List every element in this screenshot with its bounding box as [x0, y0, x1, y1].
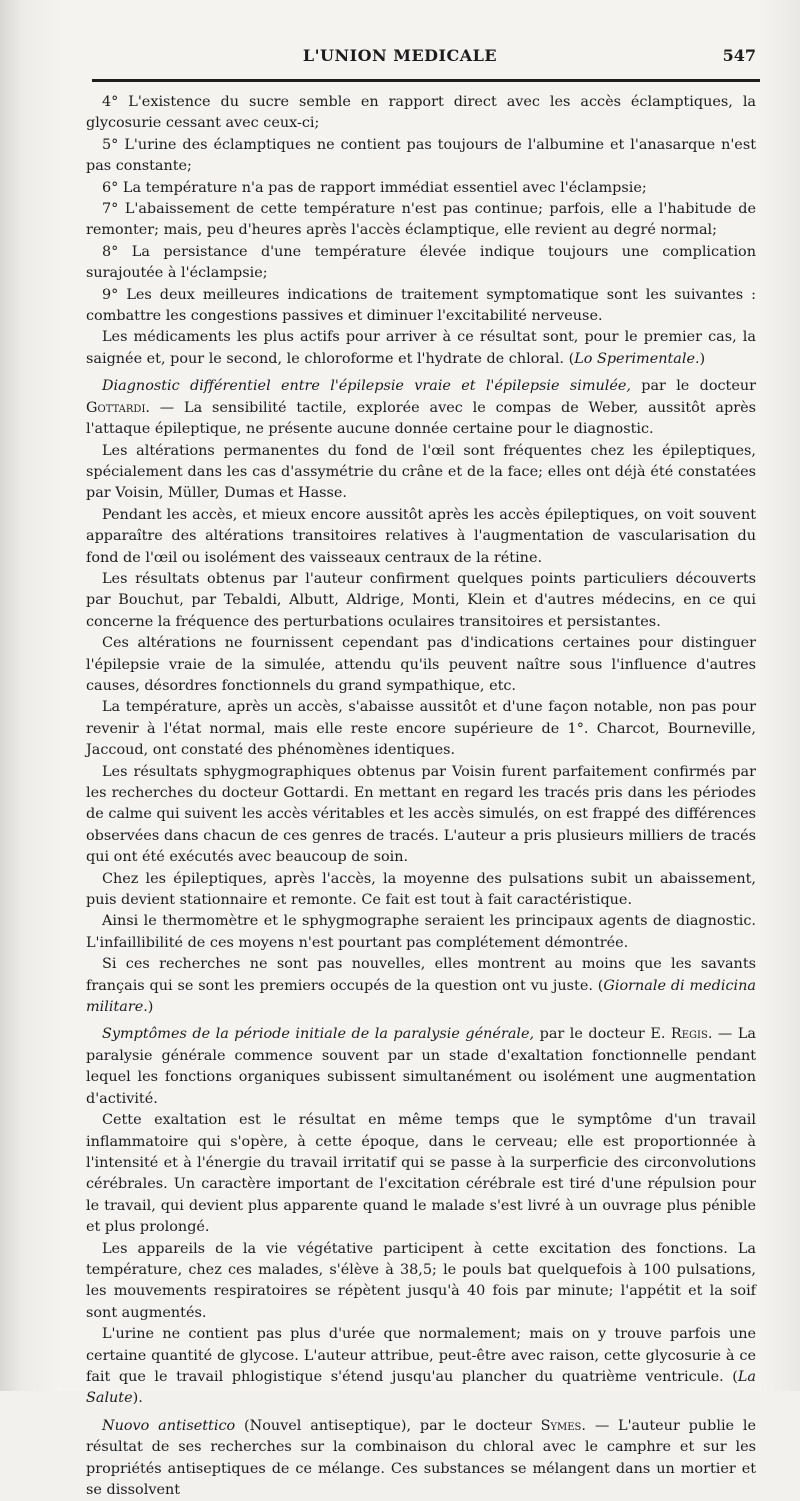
list-item-4: 4° L'existence du sucre semble en rapport direct avec les accès éclamptiques, la glycosurie cessant avec ceux-ci; — [86, 94, 756, 132]
section-title: Symptômes de la période initiale de la paralysie générale, — [102, 1026, 535, 1043]
source-citation: La Salute — [86, 1368, 756, 1407]
running-title: L'UNION MEDICALE — [302, 46, 498, 65]
list-item-8: 8° La persistance d'une température élevée indique toujours une complication surajoutée à l'éclampsie; — [86, 243, 756, 282]
section-epilepsy-intro: Diagnostic différentiel entre l'épilepsie vraie et l'épilepsie simulée, par le docteur Gottardi. — La sensibilité tactile, explorée avec le compas de Weber, aussitôt après l'attaque épileptique, ne présente aucune donnée certaine pour le diagnostic. — [86, 378, 756, 438]
paragraph: Pendant les accès, et mieux encore aussitôt après les accès épileptiques, on voit souvent apparaître des altérations transitoires relatives à l'augmentation de vascularisation du fond de l'œil ou isolément des vaisseaux centraux de la rétine. — [86, 506, 756, 566]
list-item-7: 7° L'abaissement de cette température n'est pas continue; parfois, elle a l'habitude de remonter; mais, peu d'heures après l'accès éclamptique, elle revient au degré normal; — [86, 201, 756, 239]
section-title: Diagnostic différentiel entre l'épilepsie vraie et l'épilepsie simulée, — [102, 378, 631, 395]
list-item-6: 6° La température n'a pas de rapport immédiat essentiel avec l'éclampsie; — [102, 179, 647, 196]
author-name: Regis. — [670, 1026, 713, 1043]
paragraph: Cette exaltation est le résultat en même temps que le symptôme d'un travail inflammatoire qui s'opère, à cette époque, dans le cerveau; elle est proportionnée à l'intensité et à l'énergie du travail irritatif qui se passe à la surperficie des circonvolutions cérébrales. Un caractère important de l'excitation cérébrale est tiré d'une répulsion pour le travail, qui devient plus apparente quand le malade s'est livré à un ouvrage plus pénible et plus prolongé. — [86, 1112, 756, 1236]
paragraph: Les résultats sphygmographiques obtenus par Voisin furent parfaitement confirmés par les recherches du docteur Gottardi. En mettant en regard les tracés pris dans les périodes de calme qui suivent les accès véritables et les accès simulés, on est frappé des différences observées dans chacun de ces genres de tracés. L'auteur a pris plusieurs milliers de tracés qui ont été exécutés avec beaucoup de soin. — [86, 763, 756, 866]
source-citation: Giornale di medicina militare. — [86, 977, 756, 1016]
paragraph: Ainsi le thermomètre et le sphygmographe seraient les principaux agents de diagnostic. L'infaillibilité de ces moyens n'est pourtant pas complétement démontrée. — [86, 913, 756, 951]
paragraph: L'urine ne contient pas plus d'urée que normalement; mais on y trouve parfois une certaine quantité de glycose. L'auteur attribue, peut-être avec raison, cette glycosurie à ce fait que le travail phlogistique s'étend jusqu'au plancher du quatrième ventricule. (La Salute). — [86, 1326, 756, 1407]
author-name: Gottardi. — [86, 399, 150, 416]
source-citation: Lo Sperimentale. — [574, 350, 700, 367]
paragraph: Les appareils de la vie végétative participent à cette excitation des fonctions. La température, chez ces malades, s'élève à 38,5; le pouls bat quelquefois à 100 pulsations, les mouvements respiratoires se répètent jusqu'à 40 fois par minute; l'appétit et la soif sont augmentés. — [86, 1240, 756, 1321]
paragraph: Chez les épileptiques, après l'accès, la moyenne des pulsations subit un abaissement, puis devient stationnaire et remonte. Ce fait est tout à fait caractéristique. — [86, 870, 756, 909]
section-paralysis-intro: Symptômes de la période initiale de la paralysie générale, par le docteur E. Regis. — La paralysie générale commence souvent par un stade d'exaltation fonctionnelle pendant lequel les fonctions organiques subissent simultanément ou isolément une augmentation d'activité. — [86, 1026, 756, 1107]
page-number: 547 — [722, 46, 756, 65]
page-header — [0, 46, 800, 76]
section-antiseptic-intro: Nuovo antisettico (Nouvel antiseptique), par le docteur Symes. — L'auteur publie le résultat de ses recherches sur la combinaison du chloral avec le camphre et sur les propriétés antiseptiques de ce mélange. Ces substances se mélangent dans un mortier et se dissolvent — [86, 1417, 757, 1498]
paragraph: Les résultats obtenus par l'auteur confirment quelques points particuliers découverts par Bouchut, par Tebaldi, Albutt, Aldrige, Monti, Klein et d'autres médecins, en ce qui concerne la fréquence des perturbations oculaires transitoires et persistantes. — [86, 570, 756, 630]
paragraph: Les altérations permanentes du fond de l'œil sont fréquentes chez les épileptiques, spécialement dans les cas d'assymétrie du crâne et de la face; elles ont déjà été constatées par Voisin, Müller, Dumas et Hasse. — [86, 442, 756, 502]
paragraph: Si ces recherches ne sont pas nouvelles, elles montrent au moins que les savants français qui se sont les premiers occupés de la question ont vu juste. (Giornale di medicina militare.) — [86, 956, 756, 1016]
list-item-9: 9° Les deux meilleures indications de traitement symptomatique sont les suivantes : combattre les congestions passives et diminuer l'excitabilité nerveuse. — [86, 286, 756, 325]
article-body — [86, 92, 756, 1501]
author-name: Symes. — [540, 1417, 586, 1434]
paragraph: Ces altérations ne fournissent cependant pas d'indications certaines pour distinguer l'épilepsie vraie de la simulée, attendu qu'ils peuvent naître sous l'influence d'autres causes, désordres fonctionnels du grand sympathique, etc. — [86, 635, 756, 694]
paragraph: La température, après un accès, s'abaisse aussitôt et d'une façon notable, non pas pour revenir à l'état normal, mais elle reste encore supérieure de 1°. Charcot, Bourneville, Jaccoud, ont constaté des phénomènes identiques. — [86, 699, 756, 759]
list-item-5: 5° L'urine des éclamptiques ne contient pas toujours de l'albumine et l'anasarque n'est pas constante; — [86, 136, 756, 175]
header-rule — [92, 79, 760, 82]
section-title: Nuovo antisettico — [102, 1417, 236, 1434]
medication-paragraph: Les médicaments les plus actifs pour arriver à ce résultat sont, pour le premier cas, la saignée et, pour le second, le chloroforme et l'hydrate de chloral. (Lo Sperimentale.) — [86, 329, 756, 367]
